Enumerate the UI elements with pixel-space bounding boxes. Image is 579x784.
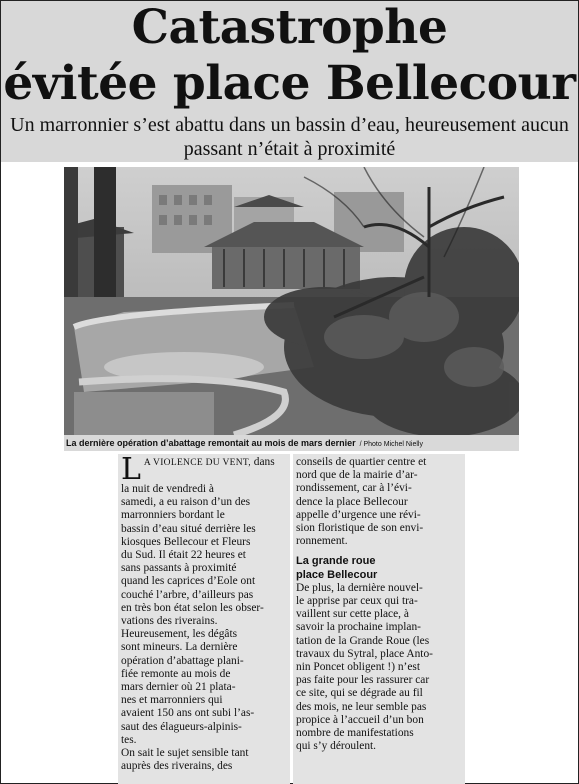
body-line: bassin d’eau situé derrière les [121, 522, 256, 535]
photo-illustration [64, 167, 519, 435]
body-line: des mois, ne leur semble pas [296, 700, 427, 713]
headline-line-1: Catastrophe [131, 0, 448, 55]
body-line: vaillent sur cette place, à [296, 608, 409, 621]
body-line: sont mineurs. La dernière [121, 641, 238, 654]
body-line: en très bon état selon les obser- [121, 601, 264, 614]
body-line: travaux du Sytral, place Anto- [296, 647, 433, 660]
body-line: propice à l’accueil d’un bon [296, 713, 424, 726]
body-line: mars dernier où 21 plata- [121, 681, 236, 694]
body-line: On sait le sujet sensible tant [121, 747, 249, 760]
body-line: ce site, qui se dégrade au fil [296, 687, 423, 700]
photo-caption: La dernière opération d’abattage remontait au mois de mars dernier [66, 438, 356, 448]
photo-caption-bar [64, 435, 519, 451]
article-column-1 [121, 456, 289, 773]
body-line: quand les caprices d’Eole ont [121, 575, 256, 588]
body-line: couché l’arbre, d’ailleurs pas [121, 588, 254, 601]
body-line: savoir la prochaine implan- [296, 621, 421, 634]
body-line: sion floristique de son envi- [296, 522, 424, 535]
headline-line-2: évitée place Bellecour [3, 56, 576, 111]
body-line: Heureusement, les dégâts [121, 628, 238, 641]
body-line: pas faite pour les rassurer car [296, 674, 430, 687]
body-line: rondissement, car à l’évi- [296, 482, 412, 495]
intertitle-line-1: La grande roue [296, 555, 376, 568]
body-line: appelle d’urgence une révi- [296, 508, 421, 521]
body-line: samedi, a eu raison d’un des [121, 496, 251, 509]
body-line: nombre de manifestations [296, 727, 414, 740]
body-line: la nuit de vendredi à [121, 483, 214, 495]
body-line: vations des riverains. [121, 615, 218, 628]
body-line: qui s’y déroulent. [296, 740, 377, 753]
body-line: nes et marronniers qui [121, 694, 223, 707]
article-column-2 [296, 456, 464, 753]
body-line: De plus, la dernière nouvel- [296, 581, 423, 594]
lead-in-smallcaps: A VIOLENCE DU VENT, [143, 458, 251, 468]
drop-cap: L [121, 456, 141, 483]
body-line: conseils de quartier centre et [296, 456, 427, 468]
body-line: tation de la Grande Roue (les [296, 634, 430, 647]
photo-credit: / Photo Michel Nielly [359, 441, 423, 448]
body-line: nord que de la mairie d’ar- [296, 469, 418, 482]
intertitle-line-2: place Bellecour [296, 568, 378, 581]
body-line: auprès des riverains, des [121, 760, 233, 773]
body-line: sans passants à proximité [121, 562, 237, 575]
subheadline: Un marronnier s’est abattu dans un bassin d’eau, heureusement aucun passant n’était à proximité [10, 114, 569, 160]
body-line: nin Poncet obligent !) n’est [296, 661, 421, 674]
body-line: kiosques Bellecour et Fleurs [121, 535, 251, 548]
body-line: le apprise par ceux qui tra- [296, 595, 418, 608]
body-line: saut des élagueurs-alpinis- [121, 720, 242, 733]
body-line: opération d’abattage plani- [121, 654, 244, 667]
body-line: tes. [121, 733, 137, 746]
body-line: fiée remonte au mois de [121, 667, 231, 680]
body-line: ronnement. [296, 535, 348, 548]
body-line: du Sud. Il était 22 heures et [121, 549, 246, 562]
news-photo [64, 167, 519, 435]
body-line: dence la place Bellecour [296, 495, 408, 508]
body-line: marronniers bordant le [121, 509, 225, 522]
lead-in-rest: dans [250, 456, 275, 468]
body-line: avaient 150 ans ont subi l’as- [121, 707, 255, 720]
body-line [121, 456, 289, 483]
